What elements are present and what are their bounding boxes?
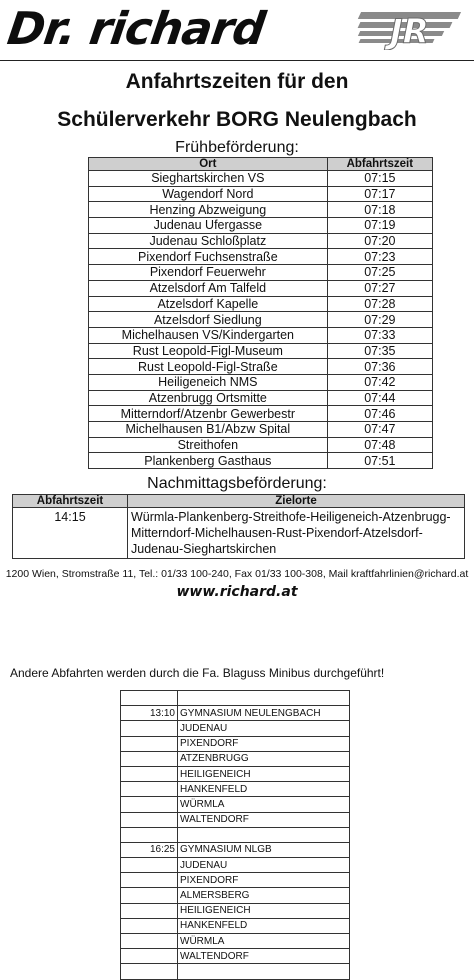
table-row [89, 233, 433, 249]
table-row [121, 706, 350, 721]
destination-line: Mitterndorf-Michelhausen-Rust-Pixendorf-Atzelsdorf- [131, 526, 423, 540]
stop-name: Wagendorf Nord [89, 186, 328, 202]
minibus-stop: ATZENBRUGG [178, 751, 350, 766]
empty-cell [121, 812, 178, 827]
departure-time: 07:42 [327, 374, 432, 390]
minibus-stop: GYMNASIUM NEULENGBACH [178, 706, 350, 721]
stop-name: Sieghartskirchen VS [89, 171, 328, 187]
table-row [121, 782, 350, 797]
minibus-time: 13:10 [121, 706, 178, 721]
empty-cell [121, 721, 178, 736]
departure-time: 07:29 [327, 312, 432, 328]
empty-cell [121, 827, 178, 842]
afternoon-heading: Nachmittagsbeförderung: [147, 475, 327, 492]
table-row [89, 202, 433, 218]
stop-name: Atzelsdorf Am Talfeld [89, 280, 328, 296]
stop-name: Heiligeneich NMS [89, 374, 328, 390]
table-row [121, 812, 350, 827]
table-row [89, 312, 433, 328]
stop-name: Atzelsdorf Siedlung [89, 312, 328, 328]
morning-table [88, 157, 433, 469]
departure-time: 07:25 [327, 265, 432, 281]
stop-name: Atzelsdorf Kapelle [89, 296, 328, 312]
afternoon-destinations [128, 508, 465, 559]
empty-cell [121, 903, 178, 918]
table-row [121, 888, 350, 903]
table-row [89, 437, 433, 453]
minibus-stop: HANKENFELD [178, 782, 350, 797]
departure-time: 07:18 [327, 202, 432, 218]
empty-cell [121, 964, 178, 979]
table-row [89, 406, 433, 422]
departure-time: 07:20 [327, 233, 432, 249]
departure-time: 07:15 [327, 171, 432, 187]
empty-cell [121, 918, 178, 933]
stop-name: Rust Leopold-Figl-Straße [89, 359, 328, 375]
table-row [89, 359, 433, 375]
table-row [89, 343, 433, 359]
table-row [13, 508, 465, 559]
stop-name: Pixendorf Fuchsenstraße [89, 249, 328, 265]
table-row [89, 186, 433, 202]
departure-time: 07:44 [327, 390, 432, 406]
departure-time: 07:19 [327, 218, 432, 234]
empty-cell [121, 858, 178, 873]
empty-cell [121, 751, 178, 766]
table-row [121, 721, 350, 736]
spacer-row [121, 964, 350, 979]
empty-cell [121, 736, 178, 751]
minibus-stop: WALTENDORF [178, 949, 350, 964]
empty-cell [121, 797, 178, 812]
table-row [89, 390, 433, 406]
table-row [89, 280, 433, 296]
afternoon-time: 14:15 [13, 508, 128, 559]
table-row [89, 265, 433, 281]
table-row [121, 903, 350, 918]
logo-wordmark: Dr. richard [4, 2, 268, 55]
col-header-time: Abfahrtszeit [13, 495, 128, 508]
empty-cell [121, 691, 178, 706]
table-row [121, 918, 350, 933]
stop-name: Judenau Schloßplatz [89, 233, 328, 249]
departure-time: 07:47 [327, 422, 432, 438]
table-row [121, 797, 350, 812]
minibus-note: Andere Abfahrten werden durch die Fa. Blaguss Minibus durchgeführt! [10, 666, 385, 680]
stop-name: Michelhausen VS/Kindergarten [89, 327, 328, 343]
departure-time: 07:23 [327, 249, 432, 265]
stop-name: Michelhausen B1/Abzw Spital [89, 422, 328, 438]
stop-name: Mitterndorf/Atzenbr Gewerbestr [89, 406, 328, 422]
minibus-stop: HEILIGENEICH [178, 903, 350, 918]
table-row [121, 842, 350, 857]
stop-name: Henzing Abzweigung [89, 202, 328, 218]
stop-name: Streithofen [89, 437, 328, 453]
departure-time: 07:51 [327, 453, 432, 469]
table-row [121, 934, 350, 949]
empty-cell [178, 691, 350, 706]
empty-cell [121, 934, 178, 949]
morning-heading: Frühbeförderung: [175, 139, 299, 156]
departure-time: 07:35 [327, 343, 432, 359]
minibus-stop: HEILIGENEICH [178, 766, 350, 781]
minibus-stop: WÜRMLA [178, 934, 350, 949]
minibus-stop: GYMNASIUM NLGB [178, 842, 350, 857]
empty-cell [121, 873, 178, 888]
stop-name: Rust Leopold-Figl-Museum [89, 343, 328, 359]
table-row [89, 296, 433, 312]
company-website: www.richard.at [176, 584, 298, 600]
table-row [89, 422, 433, 438]
departure-time: 07:36 [327, 359, 432, 375]
table-row [89, 171, 433, 187]
table-row [89, 249, 433, 265]
minibus-stop: JUDENAU [178, 858, 350, 873]
table-row [121, 949, 350, 964]
logo [4, 2, 464, 55]
spacer-row [121, 691, 350, 706]
departure-time: 07:17 [327, 186, 432, 202]
empty-cell [178, 827, 350, 842]
minibus-stop: PIXENDORF [178, 873, 350, 888]
minibus-stop: PIXENDORF [178, 736, 350, 751]
table-row [89, 218, 433, 234]
table-row [89, 374, 433, 390]
empty-cell [121, 766, 178, 781]
stop-name: Judenau Ufergasse [89, 218, 328, 234]
title-line2: Schülerverkehr BORG Neulengbach [57, 108, 417, 131]
table-row [121, 858, 350, 873]
table-row [89, 453, 433, 469]
minibus-table [120, 690, 350, 980]
empty-cell [178, 964, 350, 979]
empty-cell [121, 782, 178, 797]
company-address: 1200 Wien, Stromstraße 11, Tel.: 01/33 100-240, Fax 01/33 100-308, Mail kraftfahrlinien@richard.at [5, 568, 469, 580]
stop-name: Plankenberg Gasthaus [89, 453, 328, 469]
empty-cell [121, 949, 178, 964]
destination-line: Würmla-Plankenberg-Streithofe-Heiligeneich-Atzenbrugg- [131, 510, 451, 524]
stop-name: Atzenbrugg Ortsmitte [89, 390, 328, 406]
minibus-time: 16:25 [121, 842, 178, 857]
header-rule [0, 60, 474, 61]
empty-cell [121, 888, 178, 903]
minibus-stop: ALMERSBERG [178, 888, 350, 903]
minibus-stop: WALTENDORF [178, 812, 350, 827]
minibus-stop: WÜRMLA [178, 797, 350, 812]
title-line1: Anfahrtszeiten für den [125, 70, 349, 93]
afternoon-table [12, 494, 465, 559]
table-row [121, 751, 350, 766]
minibus-stop: HANKENFELD [178, 918, 350, 933]
departure-time: 07:48 [327, 437, 432, 453]
departure-time: 07:28 [327, 296, 432, 312]
table-row [89, 327, 433, 343]
table-row [121, 736, 350, 751]
stop-name: Pixendorf Feuerwehr [89, 265, 328, 281]
logo-monogram-text: JR [390, 12, 429, 50]
departure-time: 07:27 [327, 280, 432, 296]
table-row [121, 766, 350, 781]
destination-line: Judenau-Sieghartskirchen [131, 542, 277, 556]
col-header-ort: Ort [89, 158, 328, 171]
departure-time: 07:46 [327, 406, 432, 422]
departure-time: 07:33 [327, 327, 432, 343]
table-row [121, 873, 350, 888]
col-header-ziel: Zielorte [128, 495, 465, 508]
col-header-time: Abfahrtszeit [327, 158, 432, 171]
minibus-stop: JUDENAU [178, 721, 350, 736]
spacer-row [121, 827, 350, 842]
logo-monogram-icon [352, 10, 464, 50]
